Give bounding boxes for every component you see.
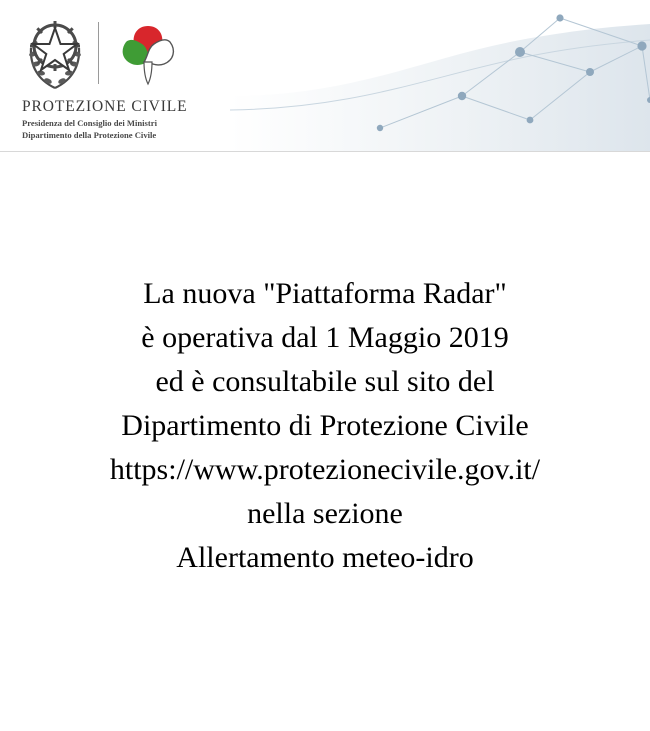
message-line-6: nella sezione (247, 497, 403, 530)
notice-message (0, 272, 650, 580)
message-line-1: La nuova "Piattaforma Radar" (143, 277, 507, 310)
page-header (0, 0, 650, 152)
footer-strip (0, 708, 650, 731)
message-line-3: ed è consultabile sul sito del (155, 365, 495, 398)
message-section-name: Allertamento meteo-idro (176, 541, 474, 574)
message-line-4: Dipartimento di Protezione Civile (121, 409, 529, 442)
message-link-url[interactable]: https://www.protezionecivile.gov.it/ (109, 453, 541, 486)
brand-block (12, 14, 312, 144)
organization-subtitle-line2: Dipartimento della Protezione Civile (22, 130, 157, 140)
italian-republic-emblem-icon (22, 14, 88, 92)
organization-title: PROTEZIONE CIVILE (22, 98, 188, 115)
brand-divider (98, 22, 99, 84)
message-line-2: è operativa dal 1 Maggio 2019 (141, 321, 509, 354)
page-content (0, 152, 650, 731)
protezione-civile-trinacria-icon (110, 16, 186, 92)
organization-subtitle-line1: Presidenza del Consiglio dei Ministri (22, 118, 157, 128)
